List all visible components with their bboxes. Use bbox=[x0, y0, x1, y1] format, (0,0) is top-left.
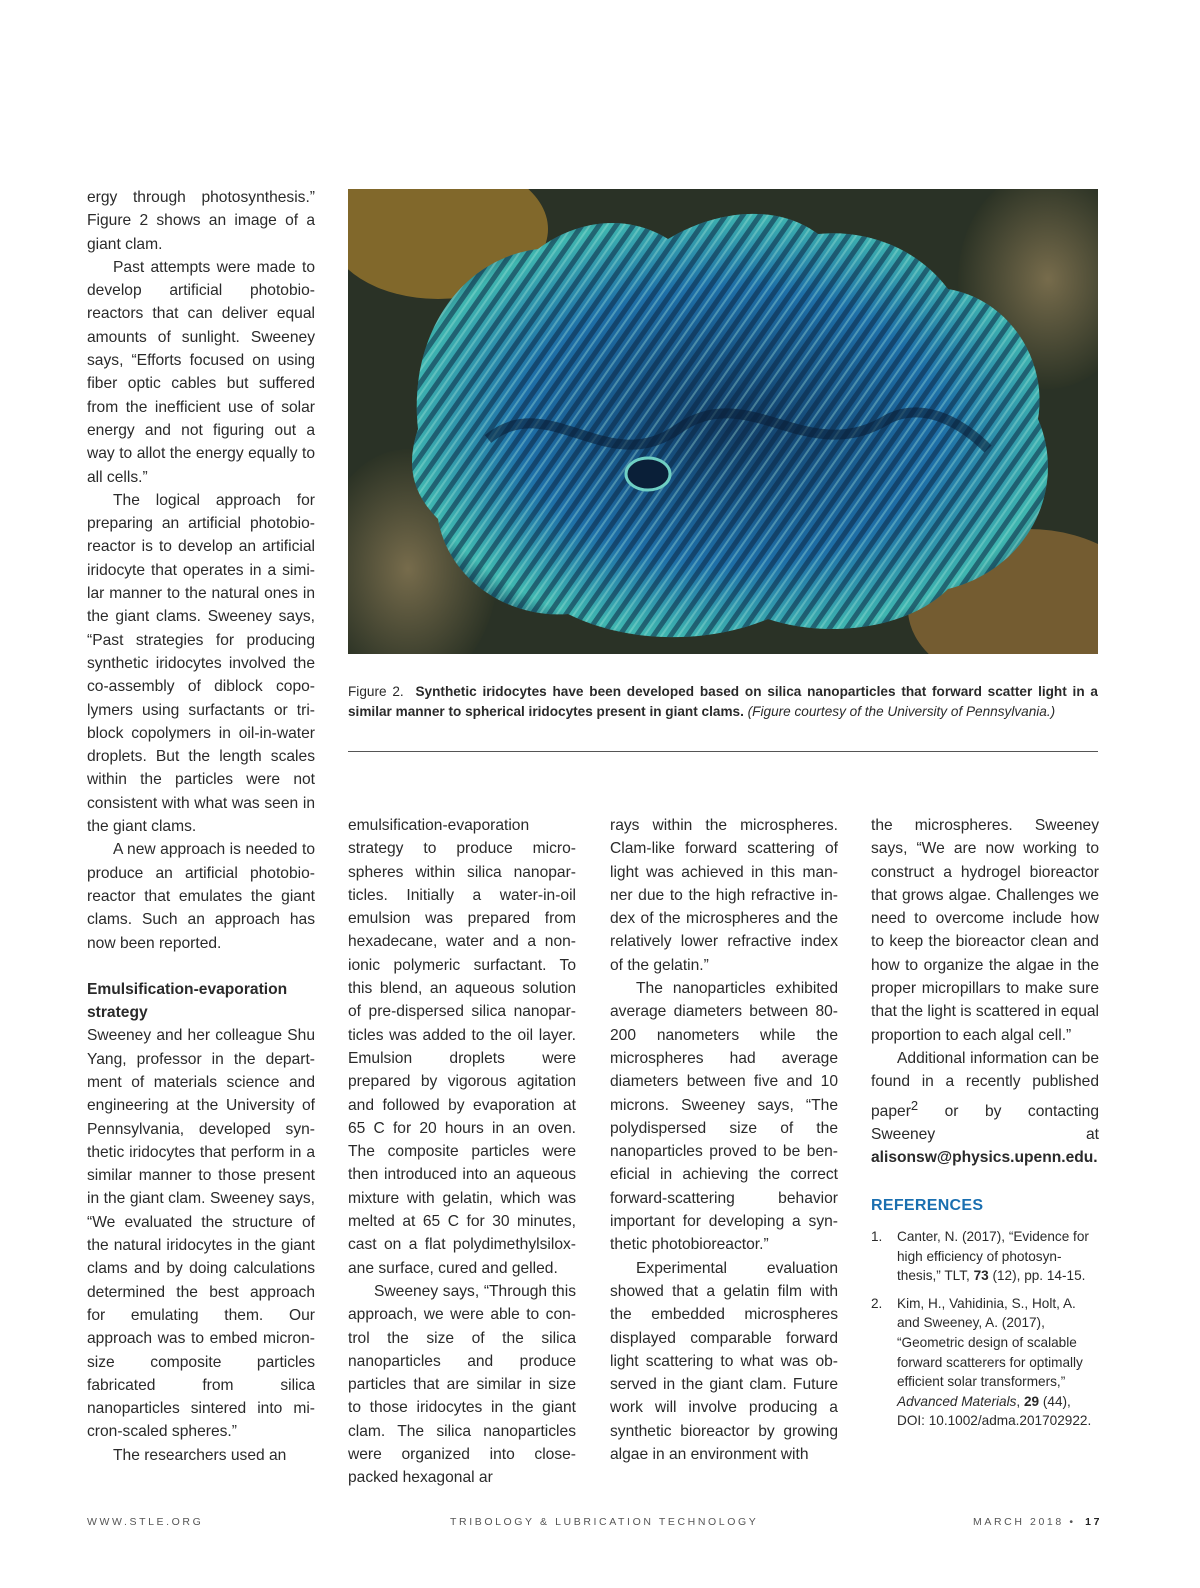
paragraph: rays within the microspheres. Clam-like forward scattering of light was achieved in this manner due to the high refractive index of the microspheres and the relatively lower refractive index of the gelatin.” bbox=[610, 817, 838, 974]
section-heading: Emulsification-evaporation strategy bbox=[87, 980, 288, 1022]
paragraph-text: Additional information can be found in a recently published paper bbox=[871, 1049, 1099, 1120]
reference-item bbox=[871, 1227, 1099, 1286]
paragraph: Past attempts were made to develop artificial photobioreactors that can deliver equal amounts of sunlight. Sweeney says, “Efforts focused on using fiber optic cables but suffered from the inefficient use of solar energy and not figuring out a way to allot the energy equally to all cells.” bbox=[87, 258, 315, 486]
reference-citation: Kim, H., Vahidinia, S., Holt, A. and Sweeney, A. (2017), “Geometric design of scalable forward scatterers for optimally efficient solar transformers,” bbox=[897, 1295, 1083, 1390]
footer-publication: TRIBOLOGY & LUBRICATION TECHNOLOGY bbox=[450, 1516, 759, 1528]
footer-website[interactable]: WWW.STLE.ORG bbox=[87, 1516, 204, 1528]
paragraph: A new approach is needed to produce an artificial photobioreactor that emulates the giant clams. Such an approach has now been reported. bbox=[87, 841, 315, 952]
email-link[interactable]: alisonsw@physics.upenn.edu. bbox=[871, 1149, 1098, 1167]
paragraph: The researchers used an bbox=[113, 1446, 287, 1464]
paragraph bbox=[871, 1047, 1099, 1170]
paragraph: The nanoparticles exhibited average diameters between 80-200 nanometers while the microspheres had average diameters between five and 10 microns. Sweeney says, “The polydispersed size of the nanoparticles proved to be beneficial in achieving the correct forward-scattering behavior important for developing a synthetic photobioreactor.” bbox=[610, 980, 838, 1254]
page-number: 17 bbox=[1085, 1516, 1103, 1528]
reference-journal: Advanced Materials bbox=[897, 1393, 1017, 1409]
paragraph: Experimental evaluation showed that a gelatin film with the embedded microspheres displayed comparable forward light scattering to what was observed in the giant clam. Future work will involve producing a synthetic bioreactor by growing algae in an environment with bbox=[610, 1259, 838, 1464]
reference-item bbox=[871, 1294, 1099, 1431]
reference-superscript: 2 bbox=[910, 1097, 919, 1113]
footer-issue bbox=[973, 1516, 1102, 1528]
reference-citation: Canter, N. (2017), “Evidence for high efficiency of photosynthesis,” TLT, bbox=[897, 1228, 1089, 1284]
text-column-1 bbox=[87, 186, 315, 1467]
reference-separator: , bbox=[1016, 1393, 1024, 1409]
figure-credit: (Figure courtesy of the University of Pennsylvania.) bbox=[747, 704, 1056, 719]
giant-clam-photo bbox=[348, 189, 1098, 654]
paragraph-text: or by contacting Sweeney at bbox=[871, 1102, 1099, 1144]
references-heading: REFERENCES bbox=[871, 1196, 984, 1214]
reference-doi: (44), DOI: 10.1002/adma.201702922. bbox=[897, 1393, 1092, 1429]
paragraph: the microspheres. Sweeney says, “We are now working to construct a hydrogel bioreactor that grows algae. Challenges we need to overcome include how to keep the bioreactor clean and how to organize the algae in the proper micropillars to make sure that the light is scattered in equal proportion to each algal cell.” bbox=[871, 817, 1099, 1044]
giant-clam-illustration bbox=[348, 189, 1098, 654]
paragraph: emulsification-evaporation strategy to produce microspheres within silica nanoparticles. Initially a water-in-oil emulsion was prepared from hexadecane, water and a nonionic polymeric surfactant. To this blend, an aqueous solution of pre-dispersed silica nanoparticles was added to the oil layer. Emulsion droplets were prepared by vigorous agitation and followed by evaporation at 65 C for 20 hours in an oven. The composite particles were then introduced into an aqueous mixture with gelatin, which was melted at 65 C for 30 minutes, cast on a flat polydimethylsiloxane surface, cured and gelled. bbox=[348, 817, 576, 1277]
divider bbox=[348, 751, 1098, 752]
reference-text bbox=[897, 1294, 1099, 1431]
reference-number: 1. bbox=[871, 1228, 883, 1244]
text-column-2 bbox=[348, 814, 576, 1490]
reference-text bbox=[897, 1227, 1099, 1286]
paragraph: Sweeney says, “Through this approach, we were able to control the size of the silica nanoparticles and produce particles that are similar in size to those iridocytes in the giant clam. The silica nanoparticles were organized into close-packed hexagonal ar bbox=[348, 1282, 576, 1487]
figure-label: Figure 2. bbox=[348, 684, 404, 699]
paragraph: Sweeney and her colleague Shu Yang, professor in the department of materials science and engineering at the University of Pennsylvania, developed synthetic iridocytes that perform in a similar manner to those present in the giant clam. Sweeney says, “We evaluated the structure of the natural iridocytes in the giant clams and by doing calculations determined the best approach for emulating them. Our approach was to embed micron-size composite particles fabricated from silica nanoparticles sintered into micron-scaled spheres.” bbox=[87, 1027, 315, 1441]
reference-volume: 73 bbox=[973, 1268, 989, 1284]
footer-separator: • bbox=[1069, 1516, 1076, 1528]
paragraph: The logical approach for preparing an artificial photobioreactor is to develop an artificial iridocyte that operates in a similar manner to the natural ones in the giant clams. Sweeney says, “Past strategies for producing synthetic iridocytes involved the co-assembly of diblock copolymers using surfactants or triblock copolymers in oil-in-water droplets. But the length scales within the particles were not consistent with what was seen in the giant clams. bbox=[87, 491, 315, 836]
caption-text: Synthetic iridocytes have been developed based on silica nanoparticles that forward scatter light in a similar manner to spherical iridocytes present in giant clams. bbox=[348, 684, 1098, 719]
paragraph: ergy through photosynthesis.” Figure 2 shows an image of a giant clam. bbox=[87, 189, 315, 253]
reference-volume: 29 bbox=[1023, 1393, 1040, 1409]
reference-number: 2. bbox=[871, 1295, 883, 1311]
issue-date: MARCH 2018 bbox=[973, 1516, 1064, 1528]
text-column-4 bbox=[871, 814, 1099, 1439]
text-column-3 bbox=[610, 814, 838, 1466]
reference-pages: (12), pp. 14-15. bbox=[988, 1268, 1086, 1284]
figure-caption bbox=[348, 682, 1098, 722]
